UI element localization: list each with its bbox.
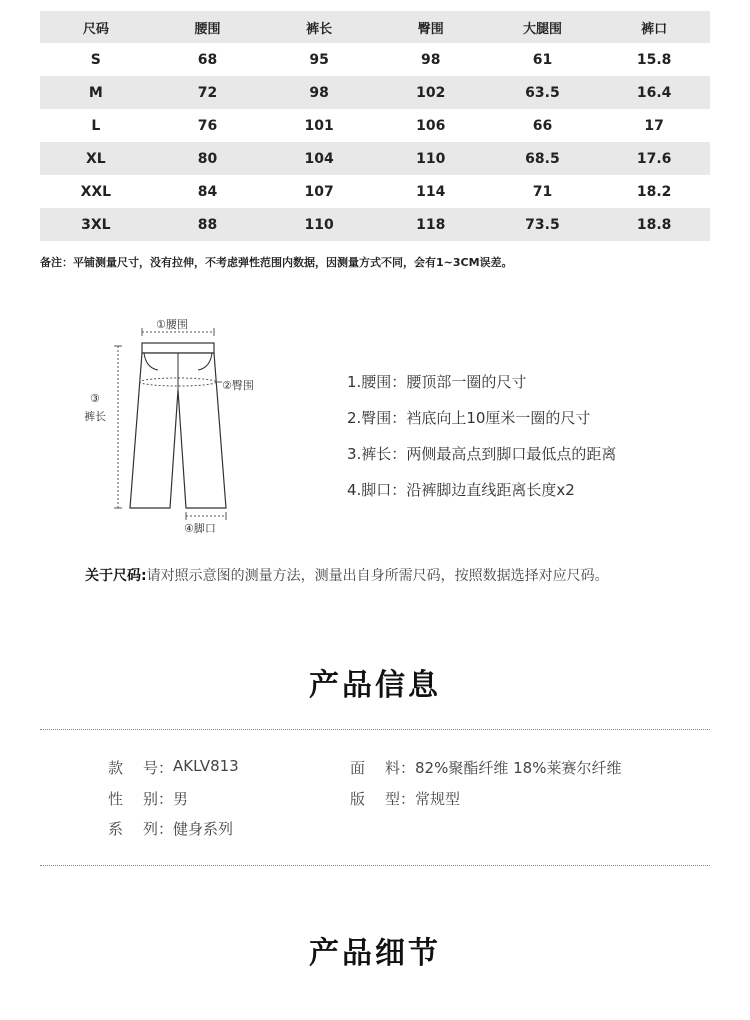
table-cell: S [90,51,101,68]
table-cell: 106 [416,117,446,134]
divider [40,729,710,730]
table-cell: 101 [304,117,334,134]
table-cell: 102 [375,76,487,109]
info-item-gender: 性 别 ： 男 [108,790,189,808]
header-thigh: 大腿围 [487,11,599,43]
table-cell: 73.5 [487,208,599,241]
length-number: ③ [90,392,100,405]
header-size: 尺码 [40,11,152,43]
table-cell: 18.2 [636,183,672,200]
table-cell: XL [40,142,152,175]
definition-term: 1.腰围： [347,373,407,391]
info-item-fabric: 面 料 ： 82%聚酯纤维 18%莱赛尔纤维 [350,759,622,777]
product-detail-title: 产品细节 [309,936,441,971]
header-hem: 裤口 [598,11,710,43]
hip-label: ②臀围 [222,379,254,392]
table-cell: 107 [304,183,334,200]
size-table [40,11,710,241]
table-cell: 16.4 [598,76,710,109]
definition-item [347,370,616,406]
table-cell: 118 [375,208,487,241]
pants-outline-icon [78,310,278,540]
table-cell: 110 [375,142,487,175]
table-row [40,175,710,208]
table-cell: 71 [532,183,553,200]
info-label: 系 列 [108,820,158,838]
divider [40,865,710,866]
table-cell: M [40,76,152,109]
product-info-title: 产品信息 [309,668,441,703]
table-cell: 80 [152,142,264,175]
definition-term: 3.裤长： [347,445,407,463]
info-label: 版 型 [350,790,400,808]
about-text: 请对照示意图的测量方法，测量出自身所需尺码，按照数据选择对应尺码。 [146,568,609,584]
waist-label: ①腰围 [156,318,188,331]
definition-desc: 沿裤脚边直线距离长度x2 [406,481,575,499]
table-cell: 18.8 [598,208,710,241]
about-sizes [85,562,675,590]
hem-label: ④脚口 [184,522,216,535]
header-waist: 腰围 [152,11,264,43]
info-value: 82%聚酯纤维 18%莱赛尔纤维 [415,759,622,777]
definition-item [347,442,616,478]
about-label: 关于尺码: [85,568,147,584]
header-length: 裤长 [263,11,375,43]
length-label: 裤长 [84,410,106,423]
header-hip: 臀围 [375,11,487,43]
definition-term: 4.脚口： [347,481,407,499]
table-cell: 114 [416,183,446,200]
table-cell: 104 [263,142,375,175]
table-cell: 88 [152,208,264,241]
table-row [40,43,710,76]
table-cell: 17.6 [598,142,710,175]
table-cell: 61 [532,51,553,68]
info-item-series: 系 列 ： 健身系列 [108,820,234,838]
table-cell: 84 [197,183,218,200]
info-label: 面 料 [350,759,400,777]
info-value: 常规型 [415,790,461,808]
table-cell: 98 [421,51,441,68]
definition-desc: 两侧最高点到脚口最低点的距离 [406,445,617,463]
table-row [40,142,710,175]
table-cell: 98 [263,76,375,109]
definition-desc: 腰顶部一圈的尺寸 [406,373,527,391]
table-cell: 3XL [40,208,152,241]
table-cell: 95 [309,51,329,68]
info-label: 性 别 [108,790,158,808]
table-cell: 63.5 [487,76,599,109]
table-cell: 72 [152,76,264,109]
info-item-model: 款 号 ： AKLV813 [108,757,239,777]
info-value: 健身系列 [173,820,234,838]
definition-desc: 裆底向上10厘米一圈的尺寸 [406,409,591,427]
table-cell: L [91,117,101,134]
table-cell: 15.8 [636,51,672,68]
definition-term: 2.臀围： [347,409,407,427]
table-row [40,208,710,241]
definition-item [347,406,616,442]
pants-diagram [78,310,278,540]
measurement-definitions [347,370,616,514]
info-value: AKLV813 [173,757,239,775]
size-note: 备注：平铺测量尺寸，没有拉伸，不考虑弹性范围内数据，因测量方式不同，会有1~3CM误差。 [40,256,513,269]
size-table-header-row [40,11,710,43]
table-cell: XXL [80,183,112,200]
info-item-fit: 版 型 ： 常规型 [350,790,461,808]
table-cell: 110 [263,208,375,241]
table-cell: 17 [644,117,664,134]
table-row [40,76,710,109]
info-value: 男 [173,790,189,808]
table-row [40,109,710,142]
info-label: 款 号 [108,759,158,777]
definition-item [347,478,616,514]
table-cell: 68 [197,51,218,68]
table-cell: 66 [532,117,553,134]
table-cell: 68.5 [487,142,599,175]
table-cell: 76 [197,117,218,134]
